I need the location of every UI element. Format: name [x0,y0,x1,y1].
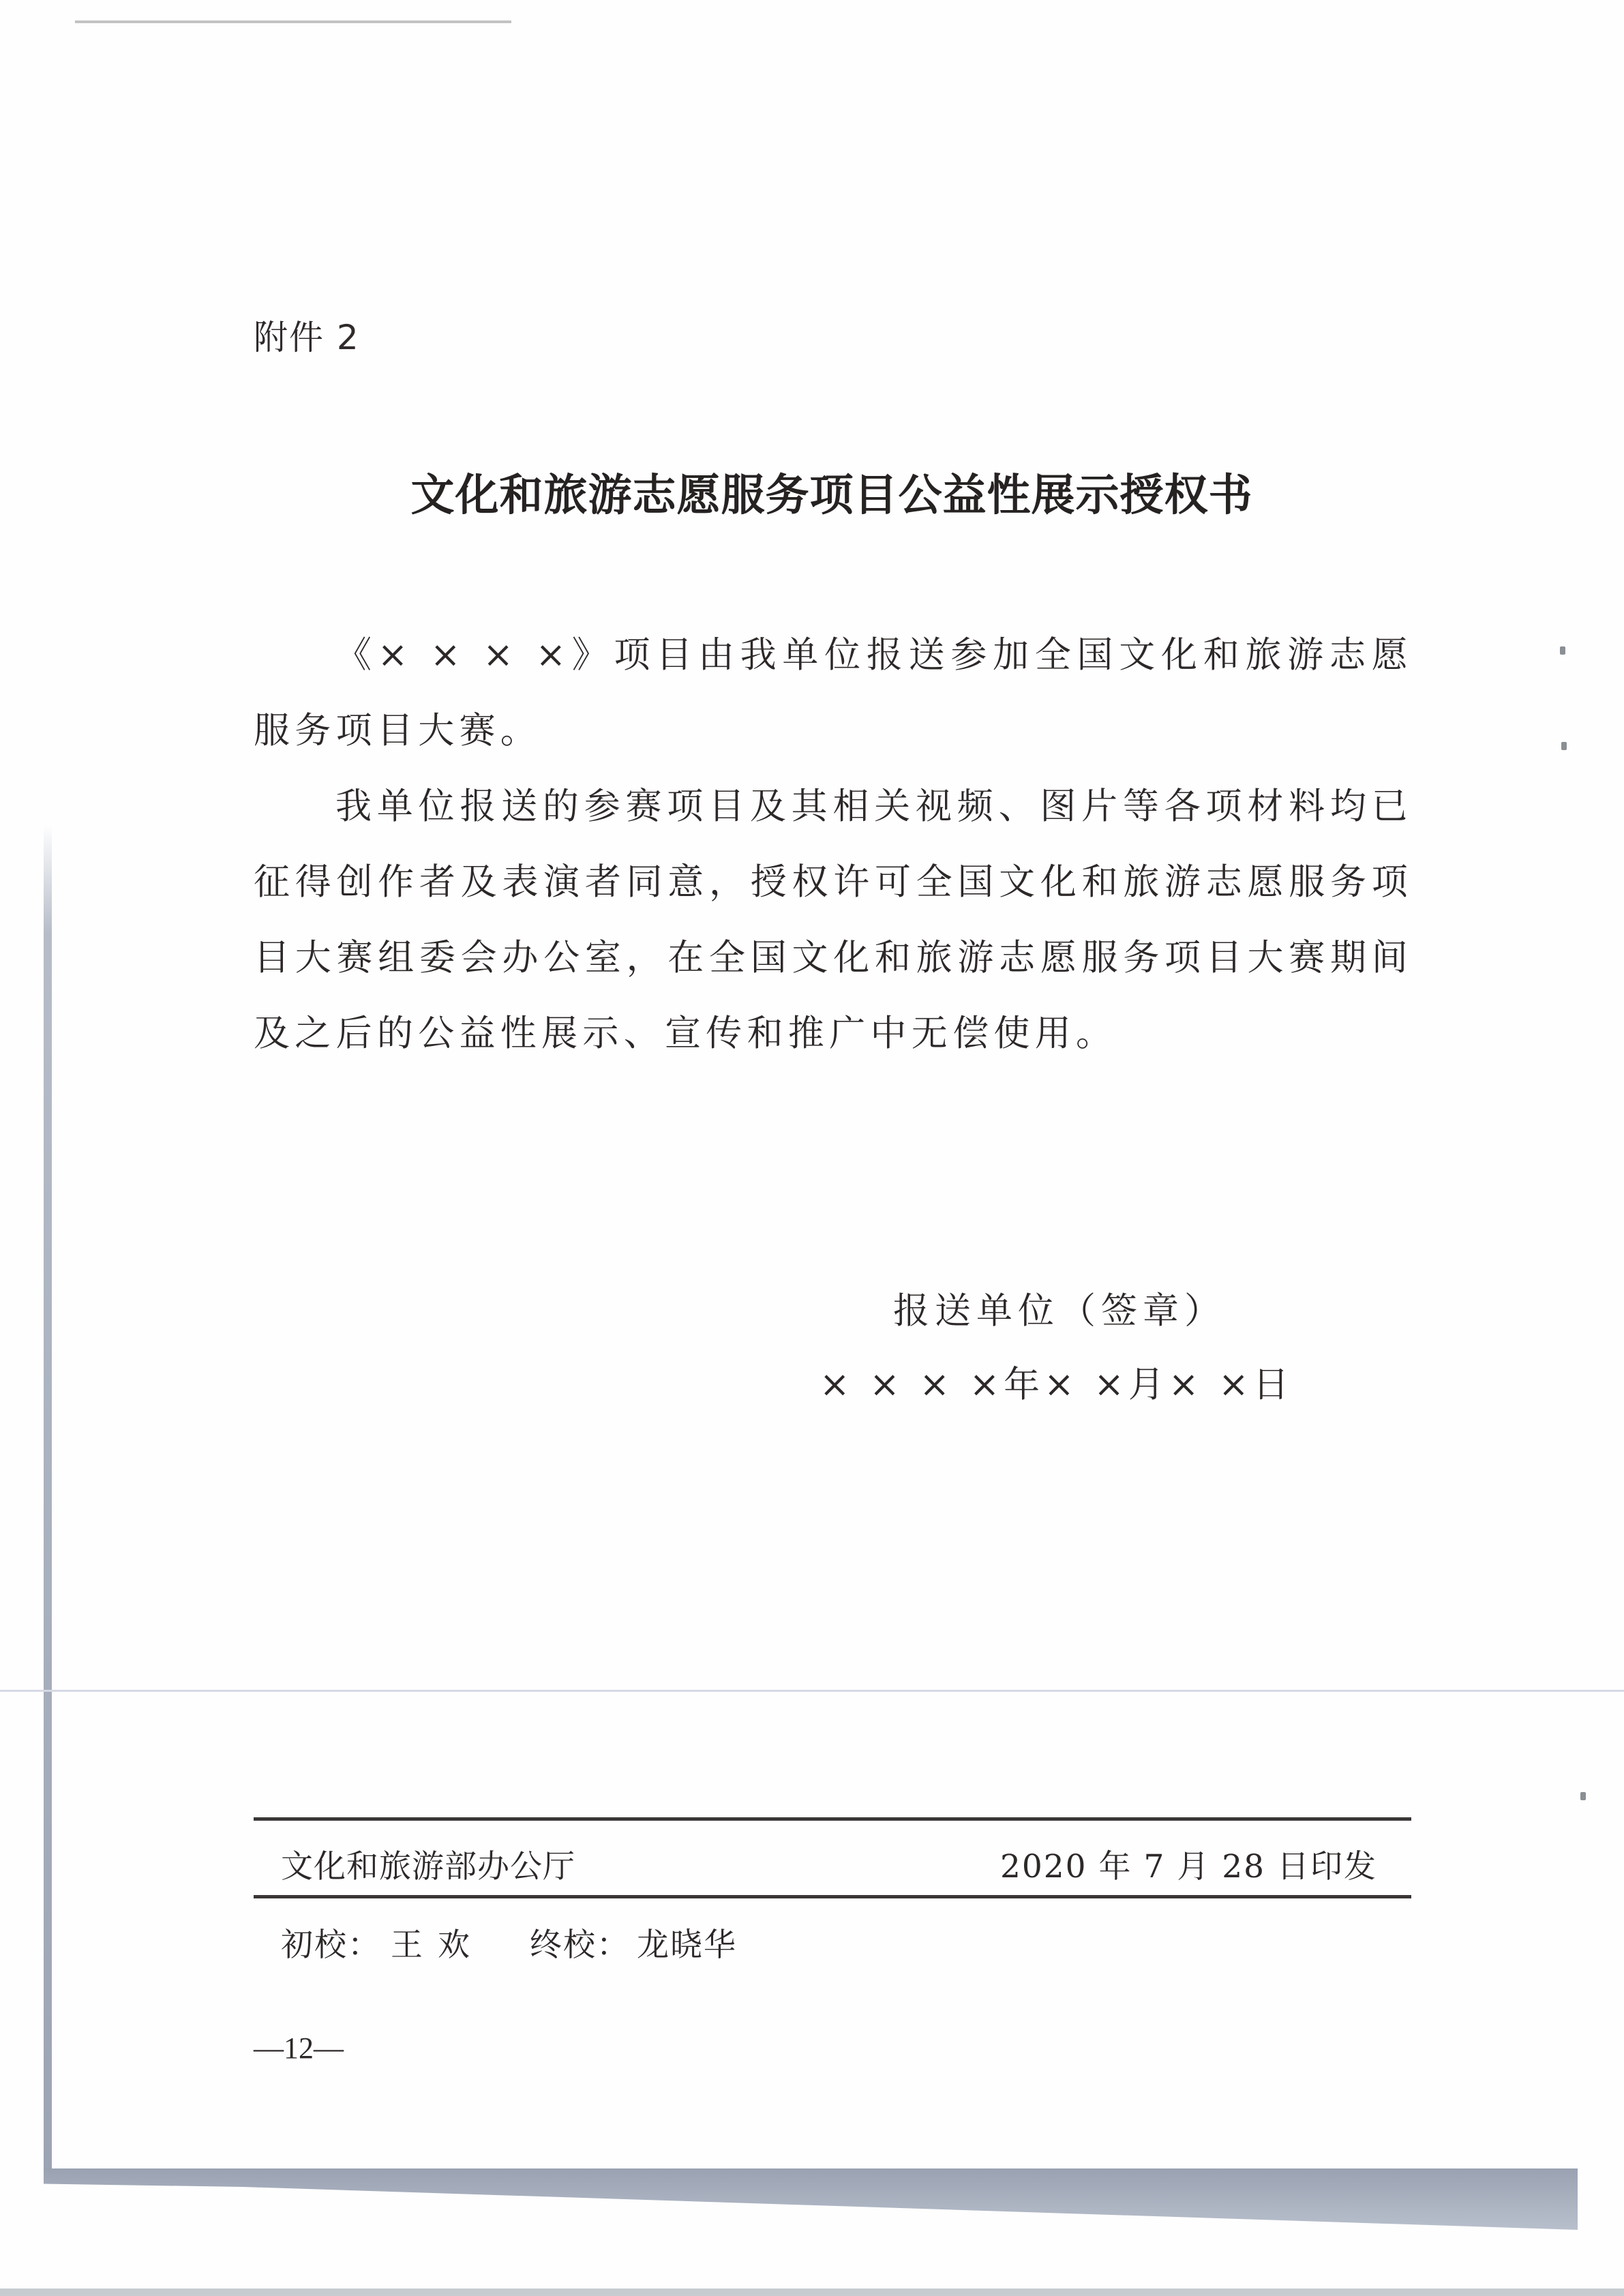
attachment-label: 附件 2 [254,318,360,357]
proofreading-row [281,1920,737,1965]
signature-date: × × × ×年× ×月× ×日 [819,1364,1293,1405]
first-proof-label: 初校： [281,1926,381,1964]
scan-artifact-left-edge [44,825,52,2182]
final-proof-label: 终校： [530,1926,630,1964]
issue-date: 2020 年 7 月 28 日印发 [999,1848,1377,1885]
scan-artifact-speck [1580,1792,1586,1800]
issuer-name: 文化和旅游部办公厅 [281,1848,575,1885]
footer-rule-bottom [254,1895,1411,1898]
scan-artifact-top-line [75,20,511,23]
document-body [254,617,1413,1071]
scan-artifact-speck [1560,646,1565,655]
footer-rule-top [254,1817,1411,1821]
first-proof-name: 王欢 [391,1926,485,1964]
final-proof-name: 龙晓华 [637,1926,737,1964]
scan-artifact-bottom-edge [0,2288,1624,2296]
document-title: 文化和旅游志愿服务项目公益性展示授权书 [410,470,1253,521]
scan-artifact-fold-line [0,1690,1624,1692]
signature-unit-label: 报送单位（签章） [893,1290,1226,1332]
body-paragraph: 我单位报送的参赛项目及其相关视频、图片等各项材料均已征得创作者及表演者同意，授权许可全国文化和旅游志愿服务项目大赛组委会办公室，在全国文化和旅游志愿服务项目大赛期间及之后的公益性展示、宣传和推广中无偿使用。 [254,786,1413,1054]
page-number: —12— [254,2031,344,2065]
body-paragraph: 《× × × ×》项目由我单位报送参加全国文化和旅游志愿服务项目大赛。 [254,634,1413,751]
scan-artifact-speck [1561,742,1567,750]
scan-artifact-bottom-shadow [44,2168,1578,2230]
